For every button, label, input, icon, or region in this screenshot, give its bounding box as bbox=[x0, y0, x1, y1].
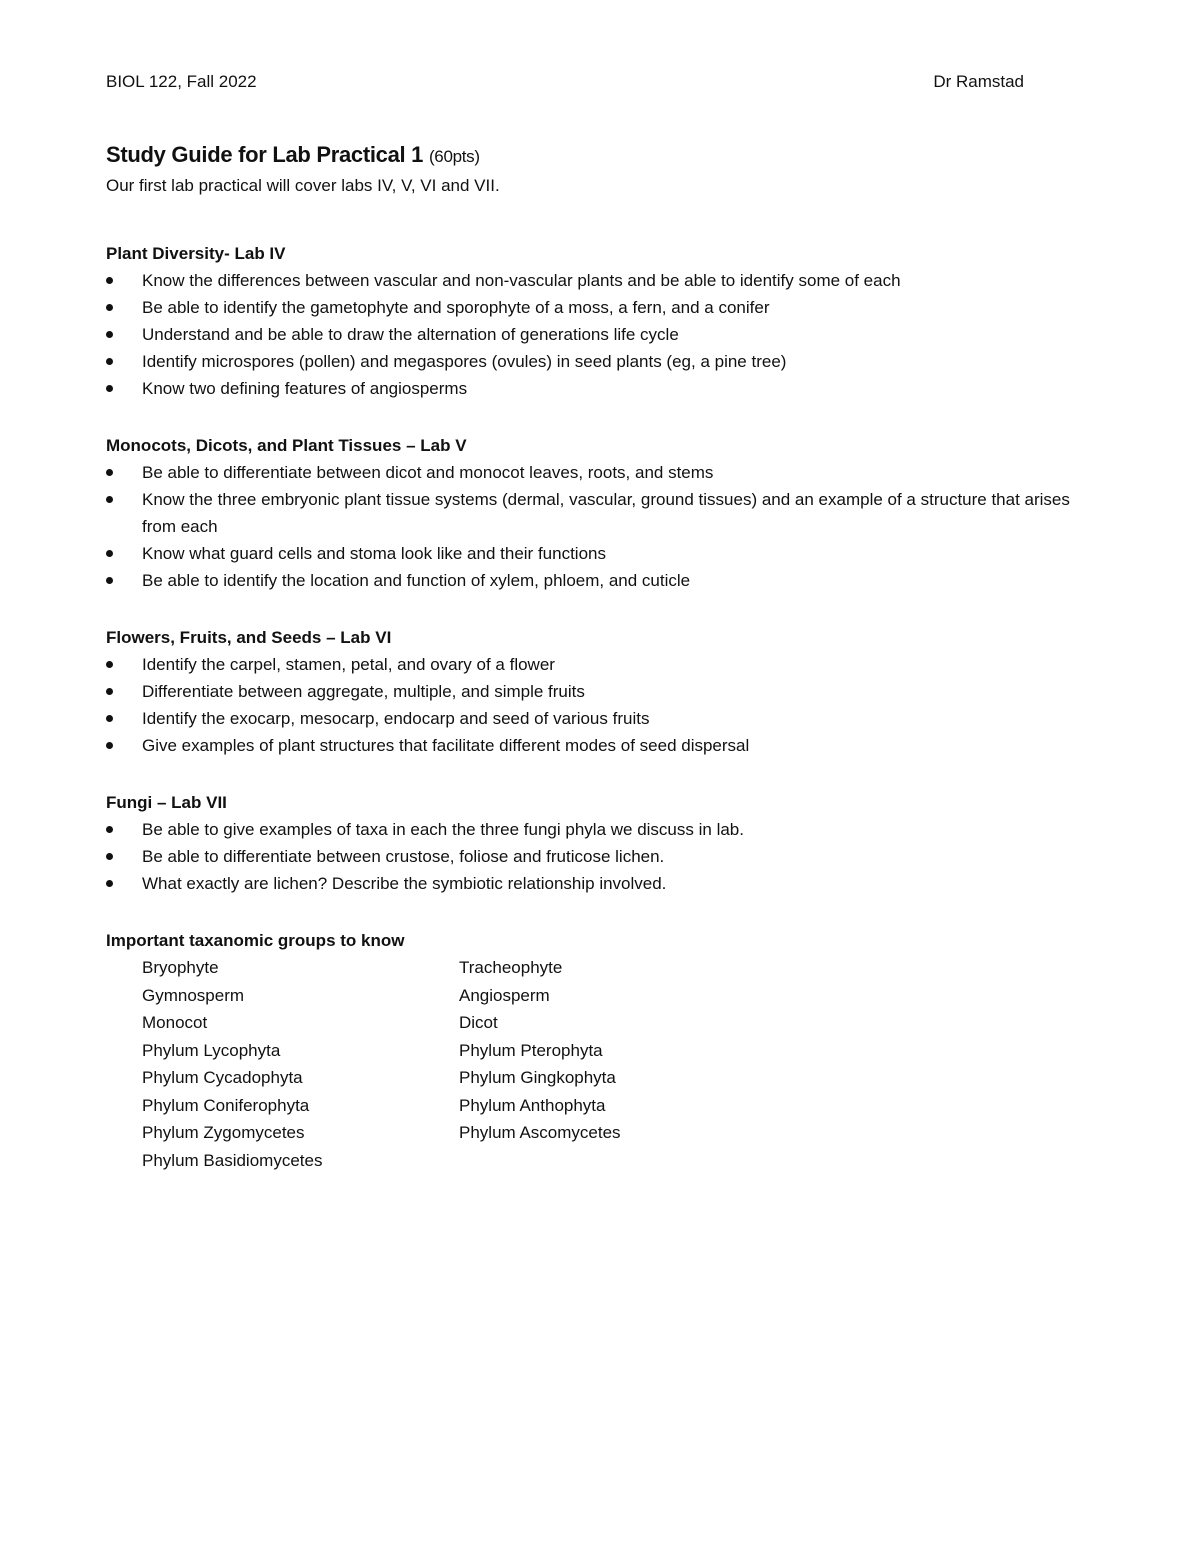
bullet-icon bbox=[106, 304, 113, 311]
section-monocots-dicots bbox=[106, 432, 1096, 594]
list-item: Be able to differentiate between dicot and monocot leaves, roots, and stems bbox=[106, 459, 1096, 486]
section-taxonomy bbox=[106, 927, 759, 1174]
page-title bbox=[106, 142, 480, 168]
list-item: Understand and be able to draw the alternation of generations life cycle bbox=[106, 321, 1096, 348]
taxon-item: Phylum Coniferophyta bbox=[142, 1095, 310, 1115]
bullet-icon bbox=[106, 358, 113, 365]
list-item: Know two defining features of angiosperms bbox=[106, 375, 1096, 402]
bullet-list bbox=[106, 816, 1096, 897]
list-item: Know the three embryonic plant tissue systems (dermal, vascular, ground tissues) and an example of a structure that arises from each bbox=[106, 486, 1096, 540]
course-label: BIOL 122, Fall 2022 bbox=[106, 72, 257, 91]
title-main: Study Guide for Lab Practical 1 bbox=[106, 142, 424, 167]
bullet-icon bbox=[106, 496, 113, 503]
page-header bbox=[106, 72, 1024, 96]
taxon-item: Gymnosperm bbox=[142, 985, 245, 1005]
bullet-icon bbox=[106, 331, 113, 338]
bullet-icon bbox=[106, 661, 113, 668]
list-item: What exactly are lichen? Describe the symbiotic relationship involved. bbox=[106, 870, 1096, 897]
section-flowers-fruits bbox=[106, 624, 1096, 759]
bullet-icon bbox=[106, 385, 113, 392]
list-item: Identify the exocarp, mesocarp, endocarp and seed of various fruits bbox=[106, 705, 1096, 732]
taxon-item: Phylum Gingkophyta bbox=[459, 1068, 616, 1087]
bullet-list bbox=[106, 651, 1096, 759]
list-item: Know what guard cells and stoma look like and their functions bbox=[106, 540, 1096, 567]
list-item: Be able to identify the gametophyte and sporophyte of a moss, a fern, and a conifer bbox=[106, 294, 1096, 321]
section-fungi bbox=[106, 789, 1096, 897]
taxon-item: Dicot bbox=[459, 1013, 498, 1032]
taxon-item: Phylum Lycophyta bbox=[142, 1040, 281, 1060]
list-item: Be able to identify the location and function of xylem, phloem, and cuticle bbox=[106, 567, 1096, 594]
list-item: Be able to differentiate between crustose, foliose and fruticose lichen. bbox=[106, 843, 1096, 870]
section-heading: Plant Diversity- Lab IV bbox=[106, 244, 286, 263]
bullet-list bbox=[106, 459, 1096, 594]
section-heading: Fungi – Lab VII bbox=[106, 793, 227, 812]
bullet-icon bbox=[106, 550, 113, 557]
bullet-icon bbox=[106, 880, 113, 887]
title-points: (60pts) bbox=[428, 147, 480, 166]
list-item: Know the differences between vascular and non-vascular plants and be able to identify some of each bbox=[106, 267, 1096, 294]
list-item: Differentiate between aggregate, multiple, and simple fruits bbox=[106, 678, 1096, 705]
list-item: Be able to give examples of taxa in each the three fungi phyla we discuss in lab. bbox=[106, 816, 1096, 843]
taxon-item: Phylum Basidiomycetes bbox=[142, 1150, 323, 1170]
bullet-icon bbox=[106, 469, 113, 476]
bullet-list bbox=[106, 267, 1096, 402]
bullet-icon bbox=[106, 826, 113, 833]
section-plant-diversity bbox=[106, 240, 1096, 402]
bullet-icon bbox=[106, 688, 113, 695]
bullet-icon bbox=[106, 715, 113, 722]
taxon-item: Phylum Cycadophyta bbox=[142, 1068, 303, 1087]
taxonomy-grid bbox=[142, 954, 759, 1174]
taxon-item: Monocot bbox=[142, 1013, 208, 1032]
bullet-icon bbox=[106, 277, 113, 284]
taxon-item: Phylum Pterophyta bbox=[459, 1040, 603, 1060]
bullet-icon bbox=[106, 742, 113, 749]
section-heading: Important taxanomic groups to know bbox=[106, 931, 405, 950]
taxon-item: Angiosperm bbox=[459, 985, 550, 1005]
intro-text: Our first lab practical will cover labs IV, V, VI and VII. bbox=[106, 176, 500, 195]
list-item: Give examples of plant structures that facilitate different modes of seed dispersal bbox=[106, 732, 1096, 759]
taxon-item: Bryophyte bbox=[142, 958, 219, 977]
section-heading: Monocots, Dicots, and Plant Tissues – Lab V bbox=[106, 436, 467, 455]
taxon-item: Tracheophyte bbox=[459, 958, 563, 977]
bullet-icon bbox=[106, 577, 113, 584]
taxon-item: Phylum Anthophyta bbox=[459, 1095, 606, 1115]
instructor-label: Dr Ramstad bbox=[933, 72, 1024, 91]
list-item: Identify the carpel, stamen, petal, and ovary of a flower bbox=[106, 651, 1096, 678]
taxon-item: Phylum Ascomycetes bbox=[459, 1123, 621, 1142]
section-heading: Flowers, Fruits, and Seeds – Lab VI bbox=[106, 628, 392, 647]
list-item: Identify microspores (pollen) and megaspores (ovules) in seed plants (eg, a pine tree) bbox=[106, 348, 1096, 375]
bullet-icon bbox=[106, 853, 113, 860]
taxon-item: Phylum Zygomycetes bbox=[142, 1123, 305, 1142]
